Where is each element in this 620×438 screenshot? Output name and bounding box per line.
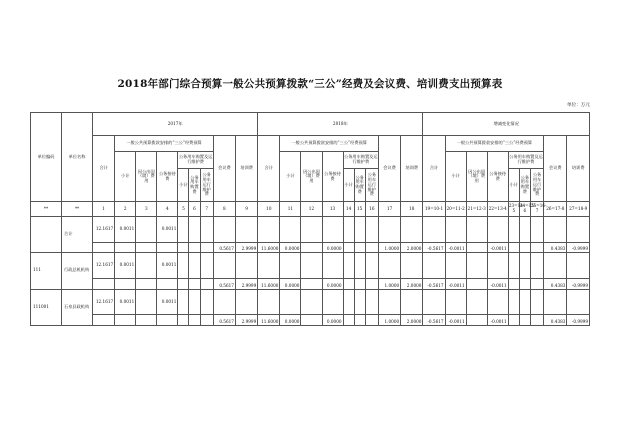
header-subtotal-change: 小计 <box>445 152 466 202</box>
value-cell <box>423 253 445 279</box>
value-cell <box>544 253 567 279</box>
value-cell: 1.0000 <box>379 315 401 326</box>
value-cell <box>115 242 136 252</box>
value-cell <box>343 279 354 289</box>
value-cell <box>178 216 189 242</box>
value-cell <box>530 242 543 252</box>
header-training-2017: 培训费 <box>235 135 257 201</box>
column-index-cell: 19=10-1 <box>423 202 445 217</box>
value-cell <box>508 216 519 242</box>
table-row <box>31 216 590 242</box>
value-cell: -0.9999 <box>567 315 590 326</box>
value-cell <box>365 242 378 252</box>
header-vehicle-subtotal-2018: 小计 <box>343 169 354 202</box>
column-index-cell: 11 <box>280 202 301 217</box>
value-cell <box>519 242 530 252</box>
column-index-cell: 17 <box>379 202 401 217</box>
header-reception-2018: 公务接待费 <box>322 152 343 202</box>
value-cell <box>519 216 530 242</box>
value-cell <box>354 253 365 279</box>
table-row <box>31 253 590 279</box>
column-index-cell: 3 <box>136 202 157 217</box>
value-cell: -0.9999 <box>567 242 590 252</box>
value-cell <box>157 242 178 252</box>
value-cell: -0.0011 <box>487 315 508 326</box>
value-cell <box>401 289 423 315</box>
value-cell <box>466 279 487 289</box>
table-row <box>31 289 590 315</box>
header-vehicle-subtotal-2017: 小计 <box>178 169 189 202</box>
header-meeting-2017: 会议费 <box>213 135 235 201</box>
page-title: 2018年部门综合预算一般公共预算拨款“三公”经费及会议费、培训费支出预算表 <box>117 78 503 90</box>
value-cell <box>200 242 213 252</box>
value-cell <box>354 216 365 242</box>
value-cell <box>567 253 590 279</box>
value-cell <box>365 216 378 242</box>
value-cell: 0.0000 <box>322 279 343 289</box>
value-cell <box>136 279 157 289</box>
header-2018: 2018年 <box>258 113 423 136</box>
value-cell: -0.5617 <box>423 315 445 326</box>
header-unit-code: 单位编码 <box>31 113 62 202</box>
value-cell: -0.0011 <box>445 279 466 289</box>
value-cell: 0.5617 <box>213 279 235 289</box>
column-index-cell: 20=11-2 <box>445 202 466 217</box>
value-cell <box>189 216 200 242</box>
value-cell: 0.0011 <box>157 216 178 242</box>
column-index-cell: ** <box>31 202 62 217</box>
value-cell <box>519 279 530 289</box>
value-cell <box>343 242 354 252</box>
column-index-cell: 25=16-7 <box>530 202 543 217</box>
value-cell: 1.0000 <box>379 242 401 252</box>
value-cell <box>280 289 301 315</box>
value-cell <box>322 253 343 279</box>
header-vehicle-run-2017: 公务用车运行维护费 <box>200 169 213 202</box>
header-vehicle-change: 公务用车购置及运行维护费 <box>508 152 543 169</box>
value-cell <box>93 315 115 326</box>
value-cell <box>136 253 157 279</box>
header-sangong-change: 一般公共预算拨款安排的“三公”经费预算 <box>445 135 544 152</box>
value-cell: 2.0000 <box>401 315 423 326</box>
value-cell <box>189 315 200 326</box>
value-cell <box>379 253 401 279</box>
value-cell <box>401 253 423 279</box>
header-abroad-2018: 因公出国（境）费用 <box>301 152 322 202</box>
header-vehicle-buy-2018: 公务用车购置费 <box>354 169 365 202</box>
value-cell: 0.4383 <box>544 242 567 252</box>
value-cell: 0.0000 <box>322 242 343 252</box>
column-index-cell: 9 <box>235 202 257 217</box>
value-cell <box>115 315 136 326</box>
value-cell: -0.9999 <box>567 279 590 289</box>
column-index-cell: 5 <box>178 202 189 217</box>
value-cell <box>280 253 301 279</box>
value-cell <box>301 289 322 315</box>
value-cell <box>115 279 136 289</box>
column-index-cell: 8 <box>213 202 235 217</box>
value-cell <box>354 242 365 252</box>
value-cell <box>178 242 189 252</box>
unit-code-cell: 111001 <box>31 289 62 326</box>
header-meeting-change: 会议费 <box>544 135 567 201</box>
value-cell <box>519 253 530 279</box>
value-cell <box>189 289 200 315</box>
unit-name-cell: 行政总机机构 <box>62 253 93 289</box>
header-change: 增减变化情况 <box>423 113 590 136</box>
column-index-cell: 16 <box>365 202 378 217</box>
value-cell <box>235 289 257 315</box>
value-cell: 0.0000 <box>280 242 301 252</box>
column-index-cell: 2 <box>115 202 136 217</box>
unit-label: 单位：万元 <box>567 103 590 108</box>
header-abroad-change: 因公出国（境）费用 <box>466 152 487 202</box>
value-cell <box>466 253 487 279</box>
unit-code-cell: 111 <box>31 253 62 289</box>
value-cell <box>508 242 519 252</box>
column-index-cell: ** <box>62 202 93 217</box>
value-cell <box>508 315 519 326</box>
value-cell: -0.5617 <box>423 279 445 289</box>
header-vehicle-2017: 公务用车购置及运行维护费 <box>178 152 213 169</box>
value-cell: -0.0011 <box>445 242 466 252</box>
value-cell <box>508 289 519 315</box>
column-index-cell: 12 <box>301 202 322 217</box>
value-cell <box>178 279 189 289</box>
header-training-2018: 培训费 <box>401 135 423 201</box>
column-index-cell: 27=18-9 <box>567 202 590 217</box>
value-cell <box>178 315 189 326</box>
unit-name-cell: 石泉县政机构 <box>62 289 93 326</box>
value-cell <box>343 216 354 242</box>
column-index-cell: 24=15-6 <box>519 202 530 217</box>
header-sangong-2017: 一般公共预算拨款安排的“三公”经费预算 <box>115 135 214 152</box>
value-cell: 2.9999 <box>235 242 257 252</box>
value-cell: -0.0011 <box>445 315 466 326</box>
value-cell <box>530 289 543 315</box>
value-cell <box>445 216 466 242</box>
column-index-cell: 21=12-3 <box>466 202 487 217</box>
value-cell: 0.0000 <box>280 279 301 289</box>
value-cell <box>544 216 567 242</box>
value-cell <box>136 242 157 252</box>
budget-table <box>30 112 590 326</box>
value-cell: 0.5617 <box>213 315 235 326</box>
column-index-row <box>31 202 590 217</box>
value-cell <box>200 253 213 279</box>
value-cell <box>343 253 354 279</box>
value-cell <box>301 242 322 252</box>
value-cell <box>189 242 200 252</box>
value-cell <box>213 289 235 315</box>
value-cell <box>258 253 280 279</box>
value-cell <box>567 289 590 315</box>
value-cell: 11.6000 <box>258 279 280 289</box>
value-cell <box>200 216 213 242</box>
value-cell <box>379 289 401 315</box>
column-index-cell: 4 <box>157 202 178 217</box>
value-cell <box>354 289 365 315</box>
value-cell <box>343 289 354 315</box>
value-cell <box>423 216 445 242</box>
header-vehicle-buy-change: 公务用车购置费 <box>519 169 530 202</box>
value-cell <box>487 253 508 279</box>
value-cell <box>93 242 115 252</box>
value-cell <box>365 289 378 315</box>
value-cell <box>235 253 257 279</box>
value-cell <box>213 216 235 242</box>
value-cell <box>343 315 354 326</box>
header-sangong-2018: 一般公共预算拨款安排的“三公”经费预算 <box>280 135 379 152</box>
value-cell <box>445 289 466 315</box>
value-cell: 1.0000 <box>379 279 401 289</box>
column-index-cell: 6 <box>189 202 200 217</box>
header-vehicle-run-change: 公务用车运行维护费 <box>530 169 543 202</box>
header-training-change: 培训费 <box>567 135 590 201</box>
value-cell <box>445 253 466 279</box>
value-cell: -0.5617 <box>423 242 445 252</box>
value-cell: -0.0011 <box>487 279 508 289</box>
value-cell <box>365 253 378 279</box>
column-index-cell: 18 <box>401 202 423 217</box>
value-cell <box>136 315 157 326</box>
column-index-cell: 22=13-4 <box>487 202 508 217</box>
value-cell <box>530 279 543 289</box>
value-cell: 0.0000 <box>280 315 301 326</box>
column-index-cell: 1 <box>93 202 115 217</box>
value-cell <box>280 216 301 242</box>
value-cell <box>136 289 157 315</box>
value-cell: 11.6000 <box>258 242 280 252</box>
value-cell <box>567 216 590 242</box>
value-cell <box>466 216 487 242</box>
column-index-cell: 26=17-8 <box>544 202 567 217</box>
value-cell: 0.4383 <box>544 315 567 326</box>
table-row <box>31 315 590 326</box>
value-cell <box>487 289 508 315</box>
header-vehicle-buy-2017: 公务用车购置费 <box>189 169 200 202</box>
value-cell: 0.0000 <box>322 315 343 326</box>
column-index-cell: 13 <box>322 202 343 217</box>
value-cell <box>157 279 178 289</box>
column-index-cell: 10 <box>258 202 280 217</box>
value-cell <box>423 289 445 315</box>
header-vehicle-2018: 公务用车购置及运行维护费 <box>343 152 378 169</box>
value-cell <box>258 216 280 242</box>
value-cell <box>508 279 519 289</box>
value-cell: -0.0011 <box>487 242 508 252</box>
header-unit-name: 单位名称 <box>62 113 93 202</box>
value-cell <box>258 289 280 315</box>
value-cell <box>93 279 115 289</box>
column-index-cell: 23=14-5 <box>508 202 519 217</box>
header-vehicle-run-2018: 公务用车运行维护费 <box>365 169 378 202</box>
value-cell <box>530 216 543 242</box>
value-cell <box>466 315 487 326</box>
value-cell <box>200 315 213 326</box>
column-index-cell: 14 <box>343 202 354 217</box>
value-cell <box>379 216 401 242</box>
unit-code-cell <box>31 216 62 252</box>
value-cell: 0.0011 <box>115 216 136 242</box>
value-cell <box>200 279 213 289</box>
value-cell: 2.9999 <box>235 279 257 289</box>
value-cell <box>544 289 567 315</box>
value-cell: 0.0011 <box>157 289 178 315</box>
value-cell <box>466 242 487 252</box>
value-cell <box>301 216 322 242</box>
value-cell <box>322 216 343 242</box>
value-cell <box>136 216 157 242</box>
header-vehicle-subtotal-change: 小计 <box>508 169 519 202</box>
value-cell: 2.0000 <box>401 279 423 289</box>
header-total-2017: 合计 <box>93 135 115 201</box>
table-row <box>31 279 590 289</box>
value-cell <box>530 315 543 326</box>
header-meeting-2018: 会议费 <box>379 135 401 201</box>
header-2017: 2017年 <box>93 113 258 136</box>
value-cell <box>487 216 508 242</box>
value-cell <box>322 289 343 315</box>
value-cell <box>519 289 530 315</box>
value-cell <box>178 253 189 279</box>
value-cell <box>178 289 189 315</box>
header-abroad-2017: 因公出国（境）费用 <box>136 152 157 202</box>
column-index-cell: 15 <box>354 202 365 217</box>
column-index-cell: 7 <box>200 202 213 217</box>
value-cell: 12.1617 <box>93 253 115 279</box>
value-cell <box>189 253 200 279</box>
value-cell: 12.1617 <box>93 289 115 315</box>
value-cell <box>401 216 423 242</box>
value-cell <box>530 253 543 279</box>
header-subtotal-2018: 小计 <box>280 152 301 202</box>
value-cell: 0.0011 <box>115 253 136 279</box>
value-cell: 0.0011 <box>157 253 178 279</box>
value-cell <box>466 289 487 315</box>
table-row <box>31 242 590 252</box>
value-cell: 12.1617 <box>93 216 115 242</box>
value-cell <box>365 279 378 289</box>
header-subtotal-2017: 小计 <box>115 152 136 202</box>
value-cell: 2.9999 <box>235 315 257 326</box>
value-cell <box>365 315 378 326</box>
value-cell <box>301 253 322 279</box>
value-cell: 0.5617 <box>213 242 235 252</box>
value-cell <box>354 315 365 326</box>
value-cell <box>189 279 200 289</box>
value-cell <box>157 315 178 326</box>
value-cell <box>354 279 365 289</box>
value-cell <box>200 289 213 315</box>
value-cell <box>519 315 530 326</box>
value-cell: 0.4383 <box>544 279 567 289</box>
value-cell <box>213 253 235 279</box>
value-cell: 11.6000 <box>258 315 280 326</box>
header-reception-change: 公务接待费 <box>487 152 508 202</box>
header-total-change: 合计 <box>423 135 445 201</box>
unit-name-cell: 合计 <box>62 216 93 252</box>
value-cell <box>301 279 322 289</box>
value-cell <box>508 253 519 279</box>
value-cell: 0.0011 <box>115 289 136 315</box>
value-cell <box>235 216 257 242</box>
value-cell: 2.0000 <box>401 242 423 252</box>
value-cell <box>301 315 322 326</box>
header-reception-2017: 公务接待费 <box>157 152 178 202</box>
header-total-2018: 合计 <box>258 135 280 201</box>
